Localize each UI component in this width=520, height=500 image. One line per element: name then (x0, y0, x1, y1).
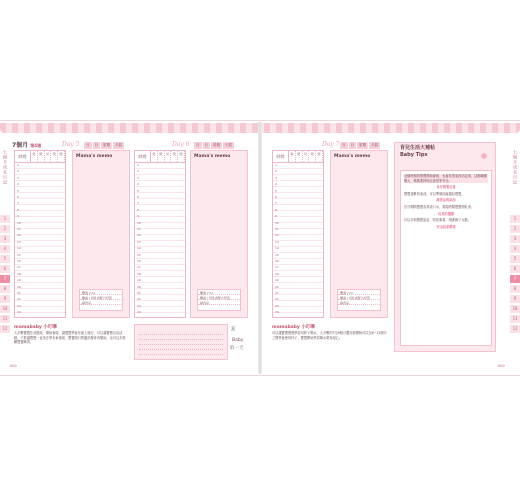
bunny-illustration: 🐰 (230, 326, 237, 332)
legend-day: 日 (350, 143, 354, 147)
log-time-label: 5 (137, 188, 139, 193)
log-time-label: 2 (17, 169, 19, 174)
log-time-label: 13 (17, 239, 21, 244)
side-vertical-label-right: 七個月成長日記 (513, 150, 518, 185)
legend-month: 月 (342, 143, 346, 147)
log-header (135, 151, 185, 163)
log-time-label: 23 (275, 303, 279, 308)
right-page-number: 000 (498, 364, 505, 368)
legend-day: 日 (204, 143, 208, 147)
log-col-header: 餵 (296, 151, 303, 162)
day-7-log-table (272, 150, 324, 318)
tip-subhead: 副食品的添加 (436, 198, 456, 203)
log-col-header: 喝 (151, 151, 158, 162)
week-label: 第4週 (30, 143, 42, 148)
log-time-label: 15 (137, 252, 141, 257)
memo-stats-box (79, 289, 123, 311)
log-time-label: 21 (275, 291, 279, 295)
log-rows (15, 163, 65, 317)
month-tab-2[interactable]: 2 (0, 225, 10, 233)
legend-weekday: 星期 (359, 143, 366, 147)
tip-subhead: 長牙期要注意 (436, 185, 456, 190)
log-col-header: 便 (309, 151, 316, 162)
month-label: 7個月 (12, 142, 29, 149)
log-time-label: 18 (275, 271, 279, 276)
log-time-label: 1 (17, 163, 19, 167)
day-5-log-table (14, 150, 66, 318)
day-7-label: Day 7 (322, 141, 340, 148)
log-time-label: 14 (275, 246, 279, 251)
month-tab-6[interactable]: 6 (510, 265, 520, 273)
memo-title: Mama's memo (194, 154, 231, 159)
log-time-header: 時間 (273, 151, 289, 162)
log-time-label: 4 (275, 182, 277, 187)
left-tip-title: mamababy 小叮嚀 (14, 325, 57, 330)
log-rows (273, 163, 323, 317)
side-vertical-label-left: 七個月成長日記 (3, 150, 8, 185)
day-6-memo (190, 150, 248, 318)
baby-tips-title (400, 145, 435, 159)
log-time-label: 14 (137, 246, 141, 251)
log-time-label: 10 (137, 220, 141, 225)
log-time-label: 17 (17, 265, 21, 270)
day-6-log-table (134, 150, 186, 318)
log-time-label: 20 (275, 284, 279, 289)
month-tab-12[interactable]: 12 (510, 325, 520, 333)
log-time-label: 14 (17, 246, 21, 251)
log-col-header: 餵 (38, 151, 45, 162)
log-time-label: 24 (137, 310, 141, 315)
legend-month: 月 (86, 143, 90, 147)
month-title (12, 140, 41, 149)
log-time-label: 12 (275, 233, 279, 238)
log-time-label: 15 (17, 252, 21, 257)
tip-subhead: 安全居家環境 (436, 224, 456, 229)
log-column-headers (31, 151, 65, 162)
month-tab-4[interactable]: 4 (510, 245, 520, 253)
log-time-label: 2 (137, 169, 139, 174)
log-time-label: 18 (17, 271, 21, 276)
log-time-label: 12 (17, 233, 21, 238)
log-rows (135, 163, 185, 317)
legend-weekday: 星期 (103, 143, 110, 147)
log-col-header: 睡 (58, 151, 65, 162)
month-tab-8[interactable]: 8 (510, 285, 520, 293)
log-column-headers (151, 151, 185, 162)
log-time-label: 9 (137, 214, 139, 219)
log-time-label: 1 (275, 163, 277, 167)
log-time-label: 7 (17, 201, 19, 206)
log-time-label: 8 (275, 207, 277, 212)
month-tab-7[interactable]: 7 (510, 275, 520, 283)
solid-food-line: 副食品 (198, 300, 240, 305)
log-time-label: 19 (275, 278, 279, 283)
log-time-label: 10 (275, 220, 279, 225)
log-col-header: 睡 (178, 151, 185, 162)
month-tab-6[interactable]: 6 (0, 265, 10, 273)
day-7-memo (330, 150, 388, 318)
memo-title: Mama's memo (76, 154, 113, 159)
log-time-header: 時間 (15, 151, 31, 162)
log-time-label: 12 (137, 233, 141, 238)
log-time-label: 3 (17, 175, 19, 180)
temperature-line: 體溫 (°C) (338, 290, 380, 295)
log-time-label: 4 (137, 182, 139, 187)
log-time-label: 24 (17, 310, 21, 315)
month-tab-5[interactable]: 5 (0, 255, 10, 263)
log-time-label: 5 (275, 188, 277, 193)
right-tip-title: mamababy 小叮嚀 (272, 325, 315, 330)
log-time-label: 10 (17, 220, 21, 225)
flower-icon (480, 152, 488, 160)
baby-sub-label: 的一天 (230, 346, 244, 351)
log-time-label: 22 (137, 297, 141, 302)
log-time-label: 24 (275, 310, 279, 315)
log-col-header: 睡 (316, 151, 323, 162)
log-time-label: 13 (137, 239, 141, 244)
solid-food-line: 副食品 (338, 300, 380, 305)
log-time-label: 4 (17, 182, 19, 187)
log-time-label: 23 (17, 303, 21, 308)
month-tab-10[interactable]: 10 (510, 305, 520, 313)
log-time-label: 17 (275, 265, 279, 270)
log-header (273, 151, 323, 163)
day-5-label: Day 5 (62, 141, 80, 148)
baby-label: Baby (232, 338, 244, 343)
temperature-line: 體溫 (°C) (80, 290, 122, 295)
day-5-legend (84, 142, 124, 149)
temperature-line: 體溫 (°C) (198, 290, 240, 295)
log-time-label: 23 (137, 303, 141, 308)
log-time-label: 17 (137, 265, 141, 270)
day-6-legend (194, 142, 234, 149)
log-col-header: 餵 (158, 151, 165, 162)
month-tab-3[interactable]: 3 (0, 235, 10, 243)
log-time-label: 6 (275, 195, 277, 199)
log-time-label: 9 (17, 214, 19, 219)
log-col-header: 尿 (45, 151, 52, 162)
log-time-label: 7 (275, 201, 277, 206)
left-tip-text: 大多數寶寶在此階段，開始會爬、讓寶寶學會在地上爬行，可以讓寶寶自由活動，不要讓寶寶一直坐在學步車裡面，寶寶爬行對腦部發育有幫助，也可以多鼓勵寶寶練習。 (14, 331, 126, 345)
month-tab-9[interactable]: 9 (0, 295, 10, 303)
memo-title: Mama's memo (334, 154, 371, 159)
log-time-label: 22 (17, 297, 21, 302)
month-tab-12[interactable]: 12 (0, 325, 10, 333)
log-time-label: 16 (275, 259, 279, 263)
month-tab-2[interactable]: 2 (510, 225, 520, 233)
log-time-label: 6 (17, 195, 19, 199)
month-tabs-right (510, 215, 520, 333)
month-tab-10[interactable]: 10 (0, 305, 10, 313)
baby-tips-content (400, 170, 492, 346)
log-time-label: 11 (17, 227, 21, 231)
log-time-label: 20 (137, 284, 141, 289)
log-time-label: 11 (137, 227, 141, 231)
legend-weather: 天氣 (371, 143, 378, 147)
baby-tips-subheading: Baby Tips (400, 152, 428, 158)
log-time-label: 16 (17, 259, 21, 263)
month-tab-8[interactable]: 8 (0, 285, 10, 293)
log-time-label: 2 (275, 169, 277, 174)
tip-paragraph: 寶寶喜歡咬東西，可以準備固齒器給寶寶。 (404, 191, 465, 196)
month-tab-11[interactable]: 11 (0, 315, 10, 323)
log-time-label: 8 (17, 207, 19, 212)
log-col-header: 便 (171, 151, 178, 162)
month-tab-9[interactable]: 9 (510, 295, 520, 303)
month-tabs-left (0, 215, 10, 333)
log-time-label: 20 (17, 284, 21, 289)
legend-weather: 天氣 (225, 143, 232, 147)
log-time-label: 9 (275, 214, 277, 219)
log-time-label: 19 (137, 278, 141, 283)
notes-line (139, 350, 223, 355)
log-time-label: 1 (137, 163, 139, 167)
month-tab-5[interactable]: 5 (510, 255, 520, 263)
legend-weather: 天氣 (115, 143, 122, 147)
tip-paragraph: 這個時期的寶寶開始會爬、也會扶著東西站起來，活動範圍變大，媽媽要特別注意居家安全。 (404, 174, 487, 183)
solid-food-line: 副食品 (80, 300, 122, 305)
month-tab-3[interactable]: 3 (510, 235, 520, 243)
legend-weekday: 星期 (213, 143, 220, 147)
legend-month: 月 (196, 143, 200, 147)
memo-stats-box (197, 289, 241, 311)
month-tab-4[interactable]: 4 (0, 245, 10, 253)
log-time-label: 15 (275, 252, 279, 257)
log-time-header: 時間 (135, 151, 151, 162)
log-time-label: 21 (17, 291, 21, 295)
log-time-label: 11 (275, 227, 279, 231)
memo-stats-box (337, 289, 381, 311)
day-5-memo (72, 150, 130, 318)
log-time-label: 13 (275, 239, 279, 244)
notes-box (134, 324, 228, 360)
log-time-label: 5 (17, 188, 19, 193)
weight-milk-line: 體重 / 母乳或配方奶量 (80, 295, 122, 300)
month-tab-1[interactable]: 1 (510, 215, 520, 223)
log-col-header: 便 (51, 151, 58, 162)
tip-subhead: 玩具的選擇 (438, 211, 454, 216)
log-time-label: 22 (275, 297, 279, 302)
book-gutter (258, 122, 262, 374)
log-time-label: 7 (137, 201, 139, 206)
month-tab-7[interactable]: 7 (0, 275, 10, 283)
left-page-number: 000 (10, 364, 17, 368)
log-time-label: 3 (275, 175, 277, 180)
log-time-label: 18 (137, 271, 141, 276)
log-time-label: 6 (137, 195, 139, 199)
log-time-label: 16 (137, 259, 141, 263)
tip-paragraph: 長牙期間寶寶容易流口水，要隨時幫寶寶擦乾淨。 (404, 204, 475, 209)
month-tab-1[interactable]: 1 (0, 215, 10, 223)
weight-milk-line: 體重 / 母乳或配方奶量 (338, 295, 380, 300)
baby-tips-heading: 育兒生活大補帖 (400, 145, 436, 151)
log-header (15, 151, 65, 163)
log-time-label: 21 (137, 291, 141, 295)
month-tab-11[interactable]: 11 (510, 315, 520, 323)
tip-paragraph: 可以多和寶寶說話、唸故事書，增進親子互動。 (404, 218, 471, 223)
log-column-headers (289, 151, 323, 162)
log-time-label: 8 (137, 207, 139, 212)
right-tip-text: 可以讓寶寶慢慢學習用杯子喝水，大多數的7至9個月嬰兒都開始可以在6~12個月之間學會使用杯子，寶寶開始學習喝水要有耐心。 (272, 331, 387, 340)
legend-day: 日 (94, 143, 98, 147)
log-col-header: 尿 (165, 151, 172, 162)
log-time-label: 19 (17, 278, 21, 283)
day-7-legend (340, 142, 380, 149)
log-col-header: 尿 (303, 151, 310, 162)
day-6-label: Day 6 (172, 141, 190, 148)
log-time-label: 3 (137, 175, 139, 180)
log-col-header: 喝 (289, 151, 296, 162)
weight-milk-line: 體重 / 母乳或配方奶量 (198, 295, 240, 300)
log-col-header: 喝 (31, 151, 38, 162)
